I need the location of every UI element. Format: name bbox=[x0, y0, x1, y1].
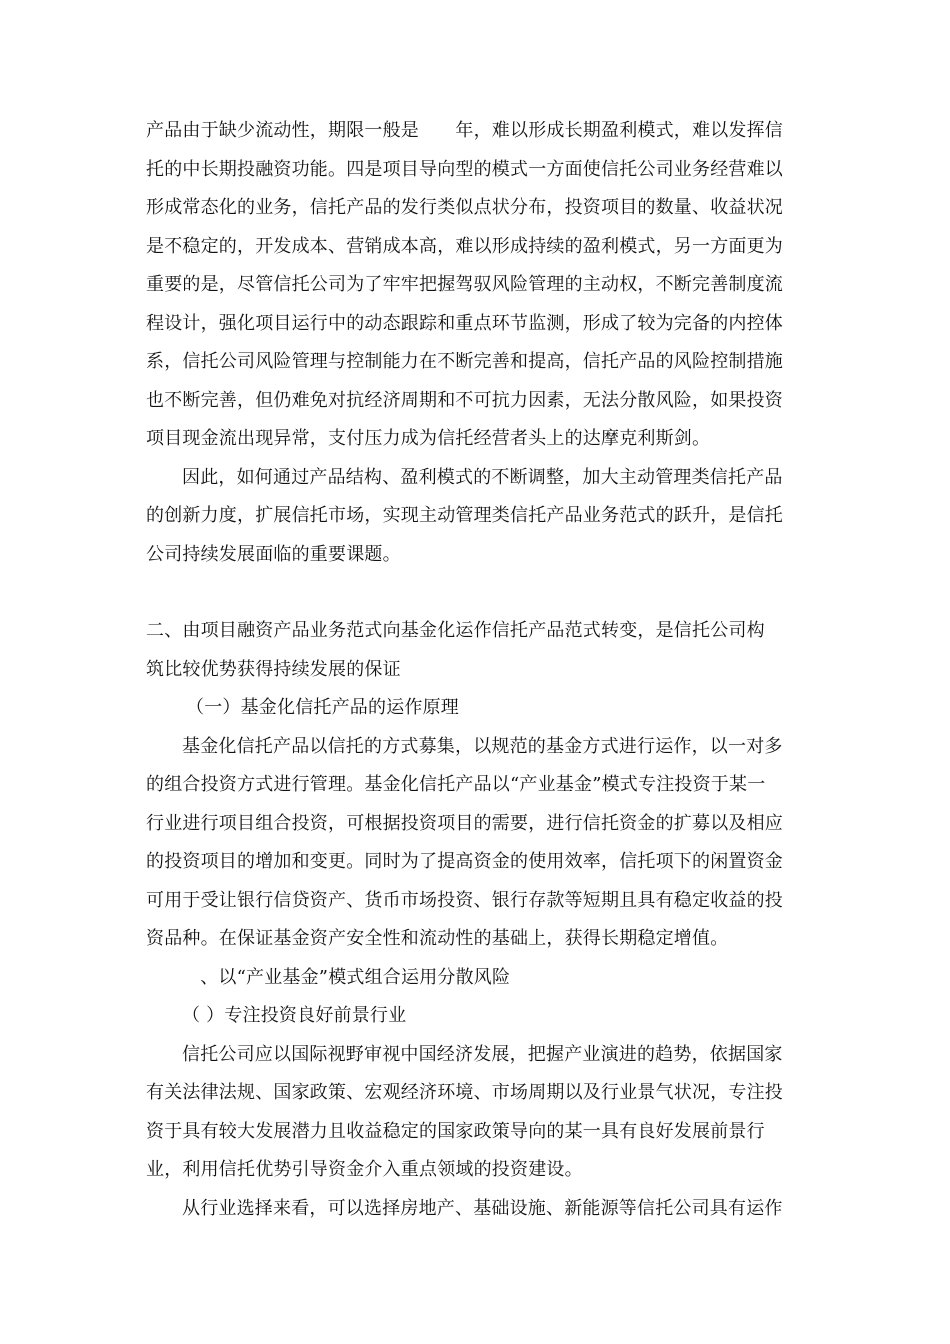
section-heading: 筑比较优势获得持续发展的保证 bbox=[146, 658, 401, 680]
text-line: 行业进行项目组合投资，可根据投资项目的需要，进行信托资金的扩募以及相应 bbox=[146, 812, 783, 834]
section-gap bbox=[146, 574, 806, 612]
text-line: 程设计，强化项目运行中的动态跟踪和重点环节监测，形成了较为完备的内控体 bbox=[146, 312, 783, 334]
text-line: 重要的是，尽管信托公司为了牢牢把握驾驭风险管理的主动权，不断完善制度流 bbox=[146, 274, 783, 295]
text-line: 托的中长期投融资功能。四是项目导向型的模式一方面使信托公司业务经营难以 bbox=[146, 158, 783, 180]
document-body bbox=[146, 112, 806, 1228]
text-line: 形成常态化的业务，信托产品的发行类似点状分布，投资项目的数量、收益状况 bbox=[146, 197, 783, 218]
text-line: 信托公司应以国际视野审视中国经济发展，把握产业演进的趋势，依据国家 bbox=[182, 1043, 783, 1065]
subsection-heading: 、以“产业基金”模式组合运用分散风险 bbox=[182, 966, 511, 988]
text-line: 因此，如何通过产品结构、盈利模式的不断调整，加大主动管理类信托产品 bbox=[182, 466, 783, 488]
text-line: 有关法律法规、国家政策、宏观经济环境、市场周期以及行业景气状况，专注投 bbox=[146, 1082, 783, 1103]
text-line: 系，信托公司风险管理与控制能力在不断完善和提高，信托产品的风险控制措施 bbox=[146, 351, 783, 372]
text-line: 产品由于缺少流动性，期限一般是 年，难以形成长期盈利模式，难以发挥信 bbox=[146, 120, 783, 141]
text-line: 的组合投资方式进行管理。基金化信托产品以“产业基金”模式专注投资于某一 bbox=[146, 774, 766, 795]
subsection-heading: （一）基金化信托产品的运作原理 bbox=[186, 697, 459, 718]
text-line: 的投资项目的增加和变更。同时为了提高资金的使用效率，信托项下的闲置资金 bbox=[146, 851, 783, 872]
text-line: 也不断完善，但仍难免对抗经济周期和不可抗力因素，无法分散风险，如果投资 bbox=[146, 389, 783, 411]
text-line: 从行业选择来看，可以选择房地产、基础设施、新能源等信托公司具有运作 bbox=[182, 1197, 783, 1219]
text-line: 资于具有较大发展潜力且收益稳定的国家政策导向的某一具有良好发展前景行 bbox=[146, 1120, 765, 1142]
text-line: 基金化信托产品以信托的方式募集，以规范的基金方式进行运作，以一对多 bbox=[182, 735, 783, 757]
text-line: 的创新力度，扩展信托市场，实现主动管理类信托产品业务范式的跃升，是信托 bbox=[146, 505, 783, 526]
text-line: 可用于受让银行信贷资产、货币市场投资、银行存款等短期且具有稳定收益的投 bbox=[146, 889, 783, 911]
text-line: 资品种。在保证基金资产安全性和流动性的基础上，获得长期稳定增值。 bbox=[146, 928, 729, 949]
text-line: 项目现金流出现异常，支付压力成为信托经营者头上的达摩克利斯剑。 bbox=[146, 428, 711, 449]
subsection-heading: （ ）专注投资良好前景行业 bbox=[182, 1005, 407, 1026]
text-line: 业，利用信托优势引导资金介入重点领域的投资建设。 bbox=[146, 1159, 583, 1180]
text-line: 公司持续发展面临的重要课题。 bbox=[146, 543, 401, 565]
section-heading: 二、由项目融资产品业务范式向基金化运作信托产品范式转变，是信托公司构 bbox=[146, 620, 765, 641]
text-line: 是不稳定的，开发成本、营销成本高，难以形成持续的盈利模式，另一方面更为 bbox=[146, 235, 783, 257]
